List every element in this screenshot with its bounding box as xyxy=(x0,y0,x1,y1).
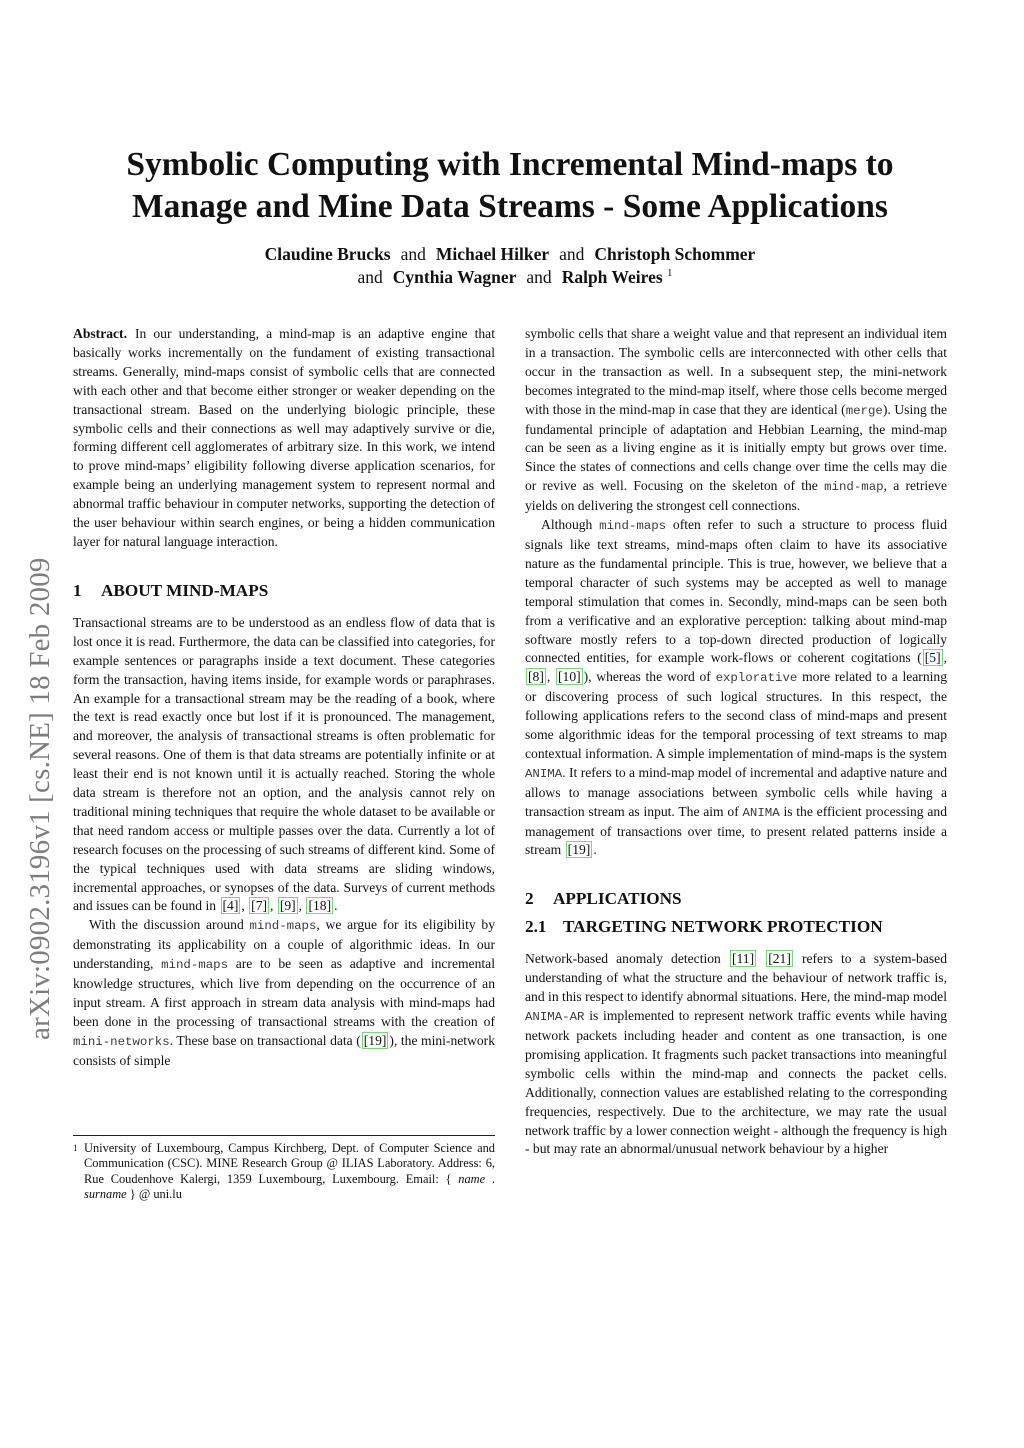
citation-number: 4 xyxy=(227,898,234,914)
author-list xyxy=(120,243,900,289)
paragraph xyxy=(73,916,495,1070)
code-term: merge xyxy=(845,403,883,418)
citation-link[interactable]: [9] xyxy=(279,898,296,914)
subsection-number: 2.1 xyxy=(525,917,547,937)
paragraph: Although mind-maps often refer to such a structure to process fluid signals like text streams, mind-maps often claim to have its associative nature as the fundamental principle. This is true, however, we believe that a temporal character of such systems may be accepted as well to manage temporal stimulation that comes in. Secondly, mind-maps can be seen both from a verificative and an explorative perception: talking about mind-map software mostly refers to a top-down directed production of logically connected entities, for example work-flows or coherent cogitations ( [5] , [8] , [10] ), whereas the word of explorative more related to a learning or discovering process of such logical structures. In this respect, the following applications refers to the second class of mind-maps and present some algorithmic ideas for the temporal processing of text streams to map contextual information. A simple implementation of mind-maps is the system ANIMA. It refers to a mind-map model of incremental and adaptive nature and allows to manage associations between symbolic cells while having a transaction stream as input. The aim of ANIMA is the efficient processing and management of transactions over time, to present related patterns inside a stream [19] . xyxy=(525,517,947,858)
author-name: Michael Hilker xyxy=(435,244,550,264)
citation-number: 18 xyxy=(313,898,327,914)
email-domain: } @ uni.lu xyxy=(129,1187,182,1202)
code-term: explorative xyxy=(715,671,798,686)
code-term: mind-maps xyxy=(249,919,317,934)
abstract-text: In our understanding, a mind-map is an adaptive engine that basically works incrementally on the fundament of existing transactional streams. Generally, mind-maps consist of symbolic cells that are connected with each other and that become either stronger or weaker depending on the transactional stream. Based on the underlying biologic principle, these symbolic cells and their connections as well may adaptively survive or die, forming different cell agglomerates of arbitrary size. In this work, we intend to prove mind-maps’ eligibility following diverse application scenarios, for example being an underlying management system to represent normal and abnormal traffic behaviour in computer networks, supporting the detection of the user behaviour within search engines, or being a hidden communication layer for natural language interaction. xyxy=(73,326,495,549)
citation-link[interactable]: [11] xyxy=(731,951,755,967)
paragraph xyxy=(525,950,947,1159)
citation-link[interactable]: [19] xyxy=(363,1032,387,1048)
footnote xyxy=(73,1135,495,1203)
citation-link[interactable]: [10] xyxy=(557,669,581,685)
citation-link[interactable]: [18] xyxy=(308,898,332,914)
footnote-rule xyxy=(73,1135,495,1136)
abstract xyxy=(73,325,495,552)
citation-link[interactable]: [5] xyxy=(924,650,941,666)
citation-number: 10 xyxy=(562,669,577,685)
author-name: Cynthia Wagner xyxy=(392,267,517,287)
paragraph-text: . It refers to a mind-map model of incremental and adaptive nature and allows to manage associations between symbolic cells while having a transaction stream as input. The aim of xyxy=(525,764,947,819)
author-name: Claudine Brucks xyxy=(264,244,391,264)
email-surname-placeholder: surname xyxy=(84,1187,127,1202)
author-separator: and xyxy=(526,267,552,287)
paragraph-text: ), whereas the word of xyxy=(583,669,711,685)
paragraph-text: Transactional streams are to be understood as an endless flow of data that is lost once it is read. Furthermore, the data can be classified into categories, for example sentences or paragraphs inside a text document. These categories form the transaction, having items inside, for example words or paraphrases. An example for a transactional stream may be the reading of a book, where the text is read exactly once but lost if it is pronounced. The management, and moreover, the analysis of transactional streams is often problematic for several reasons. One of them is that data streams are potentially infinite or at least their end is not known until it is actually reached. Storing the whole data stream is therefore not an option, and the analysis cannot rely on traditional mining techniques that require the whole dataset to be available or that need random access or multiple passes over the data. Currently a lot of research focuses on the processing of such streams of different kind. Some of the typical techniques used with data streams are sliding windows, incremental approaches, or synopses of the data. Surveys of current methods and issues can be found in xyxy=(73,614,496,914)
subsection-heading xyxy=(525,916,947,938)
code-term: ANIMA xyxy=(525,766,563,781)
subsection-title: TARGETING NETWORK PROTECTION xyxy=(563,917,883,937)
email-dot: . xyxy=(491,1171,495,1186)
citation-link[interactable]: [21] xyxy=(768,951,791,967)
section-title: ABOUT MIND-MAPS xyxy=(101,580,269,600)
code-term: mind-maps xyxy=(161,958,229,973)
paragraph: Transactional streams are to be understood as an endless flow of data that is lost once it is read. Furthermore, the data can be classified into categories, for example sentences or paragraphs inside a text document. These categories form the transaction, having items inside, for example words or paraphrases. An example for a transactional stream may be the reading of a book, where the text is read exactly once but lost if it is pronounced. The management, and moreover, the analysis of transactional streams is often problematic for several reasons. One of them is that data streams are potentially infinite or at least their end is not known until it is actually reached. Storing the whole data stream is therefore not an option, and the analysis cannot rely on traditional mining techniques that require the whole dataset to be available or that need random access or multiple passes over the data. Currently a lot of research focuses on the processing of such streams of different kind. Some of the typical techniques used with data streams are sliding windows, incremental approaches, or synopses of the data. Surveys of current methods and issues can be found in [4] , [7] , [9] , [18] . xyxy=(73,614,496,914)
citation-link[interactable]: [19] xyxy=(567,842,591,858)
paragraph-text: symbolic cells that share a weight value and that represent an individual item in a transaction. The symbolic cells are interconnected with other cells that occur in the transaction as well. In a subsequent step, the mini-network becomes integrated to the mind-map itself, where those cells become merged with those in the mind-map in case that they are identical ( xyxy=(525,326,947,417)
paragraph-text: , we argue for its eligibility by demonstrating its applicability on a couple of algorithmic ideas. In our understanding, xyxy=(73,917,495,972)
author-name: Ralph Weires xyxy=(561,267,663,287)
author-name: Christoph Schommer xyxy=(594,244,756,264)
code-term: mind-maps xyxy=(599,519,667,534)
footnote-text xyxy=(84,1141,495,1203)
author-separator: and xyxy=(357,267,383,287)
paragraph-text: refers to a system-based understanding of what the structure and the behaviour of network traffic is, and in this respect to identify abnormal situations. Here, the mind-map model xyxy=(525,951,947,1005)
paragraph-text: Network-based anomaly detection xyxy=(525,951,721,967)
author-separator: and xyxy=(400,244,426,264)
abstract-label: Abstract. xyxy=(73,326,127,341)
author-separator: and xyxy=(559,244,585,264)
email-name-placeholder: name xyxy=(458,1171,486,1186)
paragraph-text: , a retrieve yields on delivering the strongest cell connections. xyxy=(525,478,948,514)
arxiv-identifier: arXiv:0902.3196v1 [cs.NE] 18 Feb 2009 xyxy=(24,557,56,1040)
author-footnote-mark: 1 xyxy=(667,267,673,280)
citation-number: 8 xyxy=(532,669,540,685)
citation-number: 19 xyxy=(368,1032,382,1048)
left-column xyxy=(73,325,495,1071)
footnote-mark: 1 xyxy=(73,1143,78,1153)
right-column xyxy=(525,325,947,1159)
paragraph-text: ), the mini-network consists of simple xyxy=(73,1032,495,1068)
code-term: mini-networks xyxy=(73,1034,170,1049)
citation-link[interactable]: [7] xyxy=(251,898,268,914)
citation-number: 7 xyxy=(255,898,263,914)
paragraph-text: ). Using the fundamental principle of adaptation and Hebbian Learning, the mind-map can be seen as a living engine as it is initially empty but grows over time. Since the states of connections and cells change over time the cells may die or revive as well. Focusing on the skeleton of the xyxy=(525,401,947,494)
paragraph-text: Although xyxy=(541,517,593,533)
section-title: APPLICATIONS xyxy=(553,889,682,909)
paper-title xyxy=(60,144,960,228)
code-term: mind-map xyxy=(824,480,884,495)
paragraph-text: is implemented to represent network traffic events while having network packets including header and content as one transaction, is one promising application. It fragments such packet transactions into meaningful symbolic cells within the mind-map and connects the packet cells. Additionally, connection values are established relating to the corresponding frequencies, respectively. Due to the architecture, we may rate the usual network traffic by a lower connection weight - although the frequency is high - but may rate an abnormal/unusual network behaviour by a higher xyxy=(525,1008,947,1157)
section-number: 2 xyxy=(525,889,534,909)
paragraph-text: more related to a learning or discovering process of such logical structures. In this respect, the following applications refers to the second class of mind-maps and present some algorithmic ideas for the temporal processing of text streams to map contextual information. A simple implementation of mind-maps is the system xyxy=(525,669,947,761)
code-term: ANIMA-AR xyxy=(525,1010,585,1025)
title-line-1: Symbolic Computing with Incremental Mind-maps to xyxy=(126,146,894,183)
citation-number: 9 xyxy=(284,898,292,914)
citation-number: 11 xyxy=(736,951,750,967)
code-term: ANIMA xyxy=(742,805,780,820)
citation-link[interactable]: [8] xyxy=(528,669,544,685)
title-line-2: Manage and Mine Data Streams - Some Applications xyxy=(132,188,888,225)
paragraph-text: often refer to such a structure to process fluid signals like text streams, mind-maps often claim to have its associative nature as the fundamental principle. This is true, however, we believe that a temporal character of such systems may be accepted as well to manage temporal stimulation that comes in. Secondly, mind-maps can be seen both from a verificative and an explorative perception: talking about mind-map software mostly refers to a top-down directed production of logically connected entities, for example work-flows or coherent cogitations ( xyxy=(525,517,947,666)
paragraph-text: With the discussion around xyxy=(89,917,244,933)
paragraph-text: is the efficient processing and management of transactions over time, to present related patterns inside a stream xyxy=(525,803,947,858)
citation-number: 19 xyxy=(572,842,586,858)
section-number: 1 xyxy=(73,580,82,600)
citation-number: 21 xyxy=(772,951,787,967)
footnote-affiliation: University of Luxembourg, Campus Kirchberg, Dept. of Computer Science and Communication (CSC). MINE Research Group @ ILIAS Laboratory. Address: 6, Rue Coudenhove Kalergi, 1359 Luxembourg, Luxembourg. Email: { xyxy=(84,1141,495,1186)
paragraph-text: . These base on transactional data ( xyxy=(169,1032,361,1048)
paragraph-text: are to be seen as adaptive and incremental knowledge structures, which live from depending on the occurrence of an input stream. A first approach in stream data analysis with mind-maps had been done in the processing of transactional streams with the creation of xyxy=(73,956,495,1029)
citation-number: 5 xyxy=(929,650,937,666)
section-heading xyxy=(73,580,495,602)
citation-link[interactable]: [4] xyxy=(222,898,239,914)
section-heading xyxy=(525,888,947,910)
paragraph-continued xyxy=(525,325,947,516)
